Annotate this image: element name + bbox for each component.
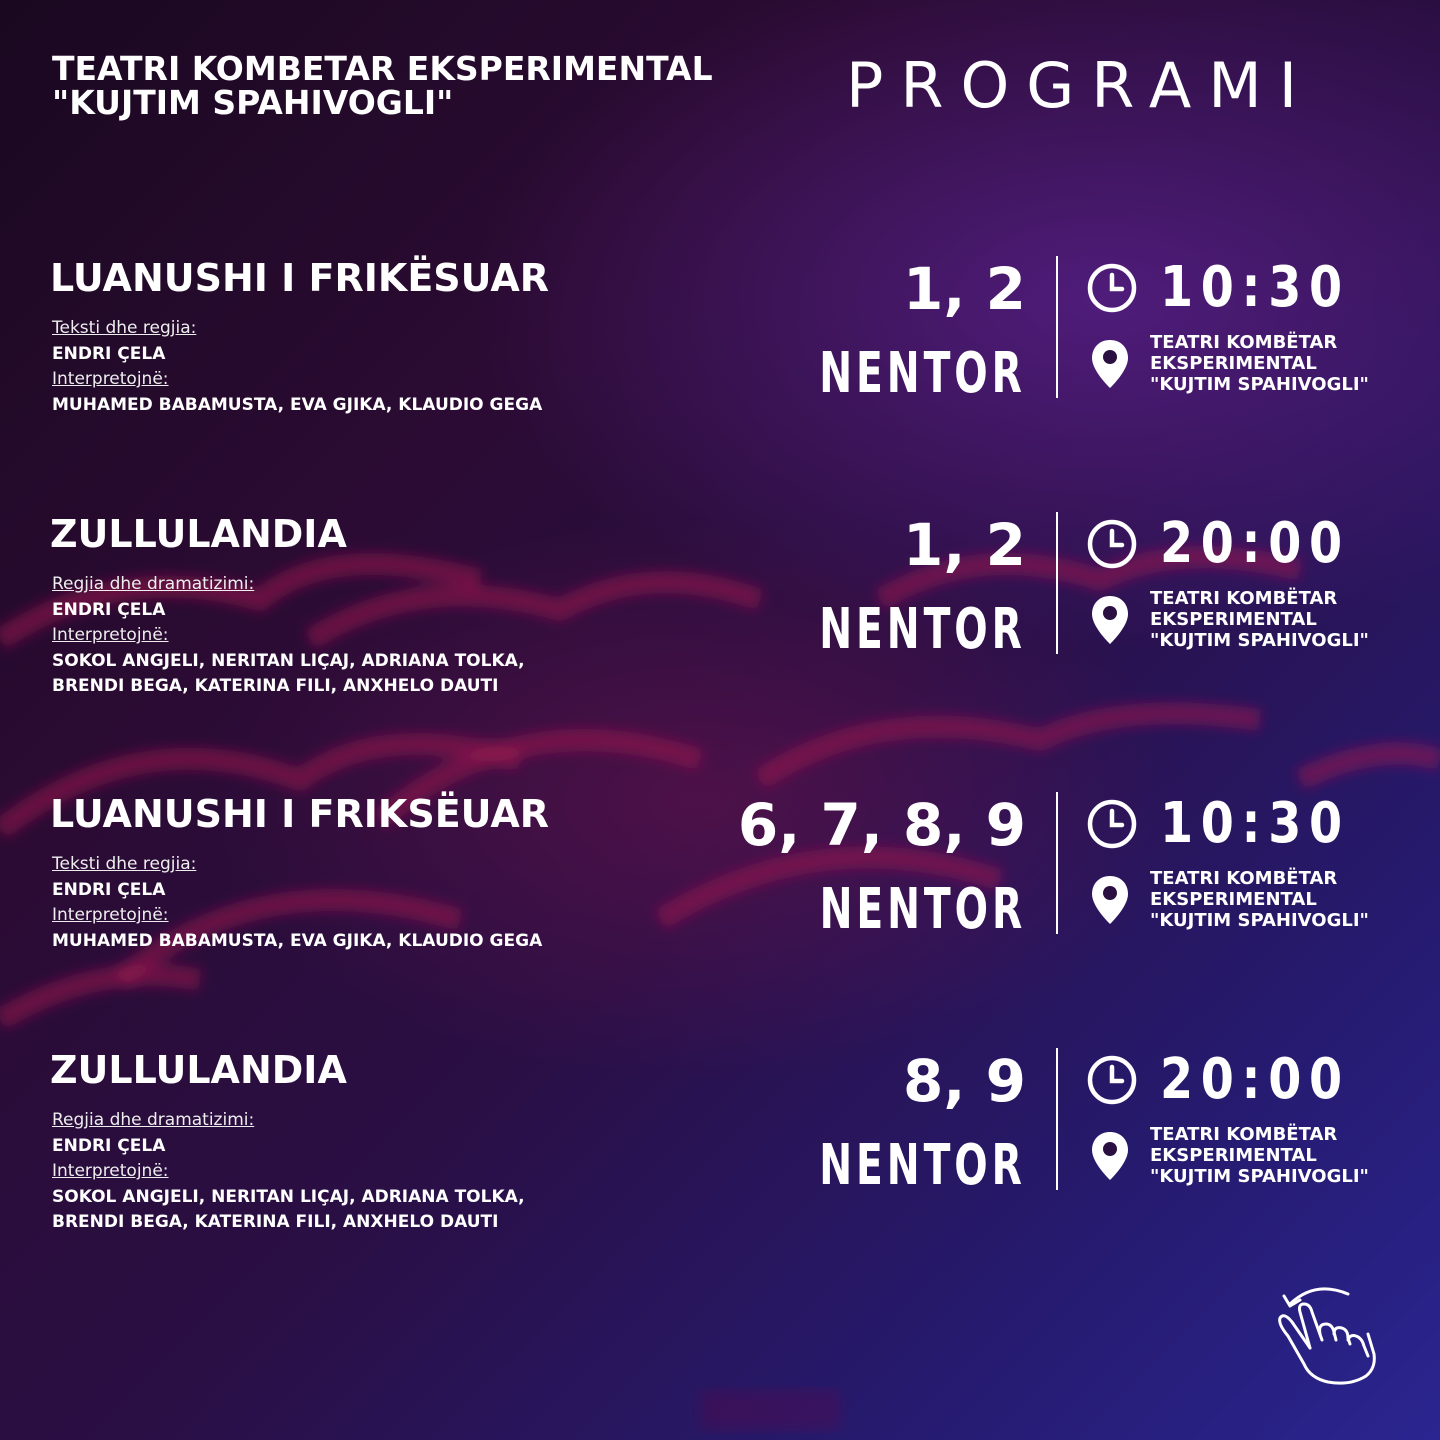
show-location-row [1090, 588, 1369, 651]
credit-director: ENDRI ÇELA [52, 879, 166, 900]
clock-icon [1086, 798, 1138, 850]
credit-director: ENDRI ÇELA [52, 1135, 166, 1156]
show-location [1150, 332, 1369, 395]
credit-cast: MUHAMED BABAMUSTA, EVA GJIKA, KLAUDIO GEGA [52, 394, 543, 415]
credit-label: Regjia dhe dramatizimi: [52, 1110, 255, 1130]
location-line: EKSPERIMENTAL [1150, 353, 1317, 374]
credit-cast-line2: BRENDI BEGA, KATERINA FILI, ANXHELO DAUTI [52, 676, 499, 696]
location-line: EKSPERIMENTAL [1150, 609, 1317, 630]
show-credits [52, 852, 542, 954]
show-date [737, 791, 1026, 942]
credit-cast: SOKOL ANGJELI, NERITAN LIÇAJ, ADRIANA TOLKA, [52, 1186, 525, 1207]
location-line: EKSPERIMENTAL [1150, 889, 1317, 910]
show-time: 20:00 [1160, 511, 1350, 576]
show-time: 20:00 [1160, 1047, 1350, 1112]
credit-label: Teksti dhe regjia: [52, 854, 197, 874]
credit-label: Interpretojnë: [52, 369, 169, 389]
credit-director: ENDRI ÇELA [52, 343, 166, 364]
show-location [1150, 588, 1369, 651]
show-title: ZULLULANDIA [50, 512, 347, 556]
show-item [0, 511, 1440, 734]
show-credits [52, 316, 542, 418]
divider [1056, 512, 1058, 654]
location-line: TEATRI KOMBËTAR [1150, 868, 1338, 889]
show-days: 8, 9 [903, 1047, 1026, 1115]
show-time: 10:30 [1160, 791, 1350, 856]
show-item [0, 255, 1440, 478]
show-credits [52, 572, 525, 700]
location-line: EKSPERIMENTAL [1150, 1145, 1317, 1166]
show-month: NENTOR [819, 341, 1026, 406]
credit-label: Regjia dhe dramatizimi: [52, 574, 255, 594]
credit-label: Interpretojnë: [52, 1161, 169, 1181]
show-date [761, 1047, 1026, 1198]
show-item [0, 791, 1440, 1014]
clock-icon [1086, 262, 1138, 314]
credit-label: Interpretojnë: [52, 625, 169, 645]
show-title: LUANUSHI I FRIKËSUAR [50, 256, 550, 300]
swipe-hand-icon[interactable] [1270, 1282, 1382, 1392]
location-line: TEATRI KOMBËTAR [1150, 1124, 1338, 1145]
show-location-row [1090, 1124, 1369, 1187]
location-pin-icon [1090, 594, 1130, 646]
show-title: LUANUSHI I FRIKSËUAR [50, 792, 550, 836]
show-month: NENTOR [819, 597, 1026, 662]
credit-label: Teksti dhe regjia: [52, 318, 197, 338]
show-date [761, 255, 1026, 406]
clock-icon [1086, 1054, 1138, 1106]
show-time-row [1086, 511, 1383, 576]
show-days: 1, 2 [903, 511, 1026, 579]
show-time: 10:30 [1160, 255, 1350, 320]
credit-label: Interpretojnë: [52, 905, 169, 925]
page-title: PROGRAMI [846, 49, 1315, 122]
show-date [761, 511, 1026, 662]
credit-cast-line2: BRENDI BEGA, KATERINA FILI, ANXHELO DAUTI [52, 1212, 499, 1232]
theatre-name-line1: TEATRI KOMBETAR EKSPERIMENTAL [52, 49, 713, 88]
show-location [1150, 868, 1369, 931]
location-pin-icon [1090, 338, 1130, 390]
show-title: ZULLULANDIA [50, 1048, 347, 1092]
clock-icon [1086, 518, 1138, 570]
show-item [0, 1047, 1440, 1270]
credit-cast: SOKOL ANGJELI, NERITAN LIÇAJ, ADRIANA TOLKA, [52, 650, 525, 671]
location-pin-icon [1090, 1130, 1130, 1182]
show-time-row [1086, 791, 1383, 856]
location-line: TEATRI KOMBËTAR [1150, 332, 1338, 353]
show-time-row [1086, 1047, 1383, 1112]
location-line: "KUJTIM SPAHIVOGLI" [1150, 374, 1369, 395]
show-location-row [1090, 868, 1369, 931]
show-month: NENTOR [819, 877, 1026, 942]
show-month: NENTOR [819, 1133, 1026, 1198]
show-location [1150, 1124, 1369, 1187]
location-pin-icon [1090, 874, 1130, 926]
location-line: "KUJTIM SPAHIVOGLI" [1150, 1166, 1369, 1187]
location-line: "KUJTIM SPAHIVOGLI" [1150, 630, 1369, 651]
show-credits [52, 1108, 525, 1236]
location-line: "KUJTIM SPAHIVOGLI" [1150, 910, 1369, 931]
show-time-row [1086, 255, 1383, 320]
divider [1056, 792, 1058, 934]
theatre-name [52, 49, 752, 122]
show-days: 6, 7, 8, 9 [737, 791, 1026, 859]
show-location-row [1090, 332, 1369, 395]
divider [1056, 1048, 1058, 1190]
credit-director: ENDRI ÇELA [52, 599, 166, 620]
divider [1056, 256, 1058, 398]
show-days: 1, 2 [903, 255, 1026, 323]
location-line: TEATRI KOMBËTAR [1150, 588, 1338, 609]
theatre-name-line2: "KUJTIM SPAHIVOGLI" [52, 83, 454, 122]
credit-cast: MUHAMED BABAMUSTA, EVA GJIKA, KLAUDIO GEGA [52, 930, 543, 951]
